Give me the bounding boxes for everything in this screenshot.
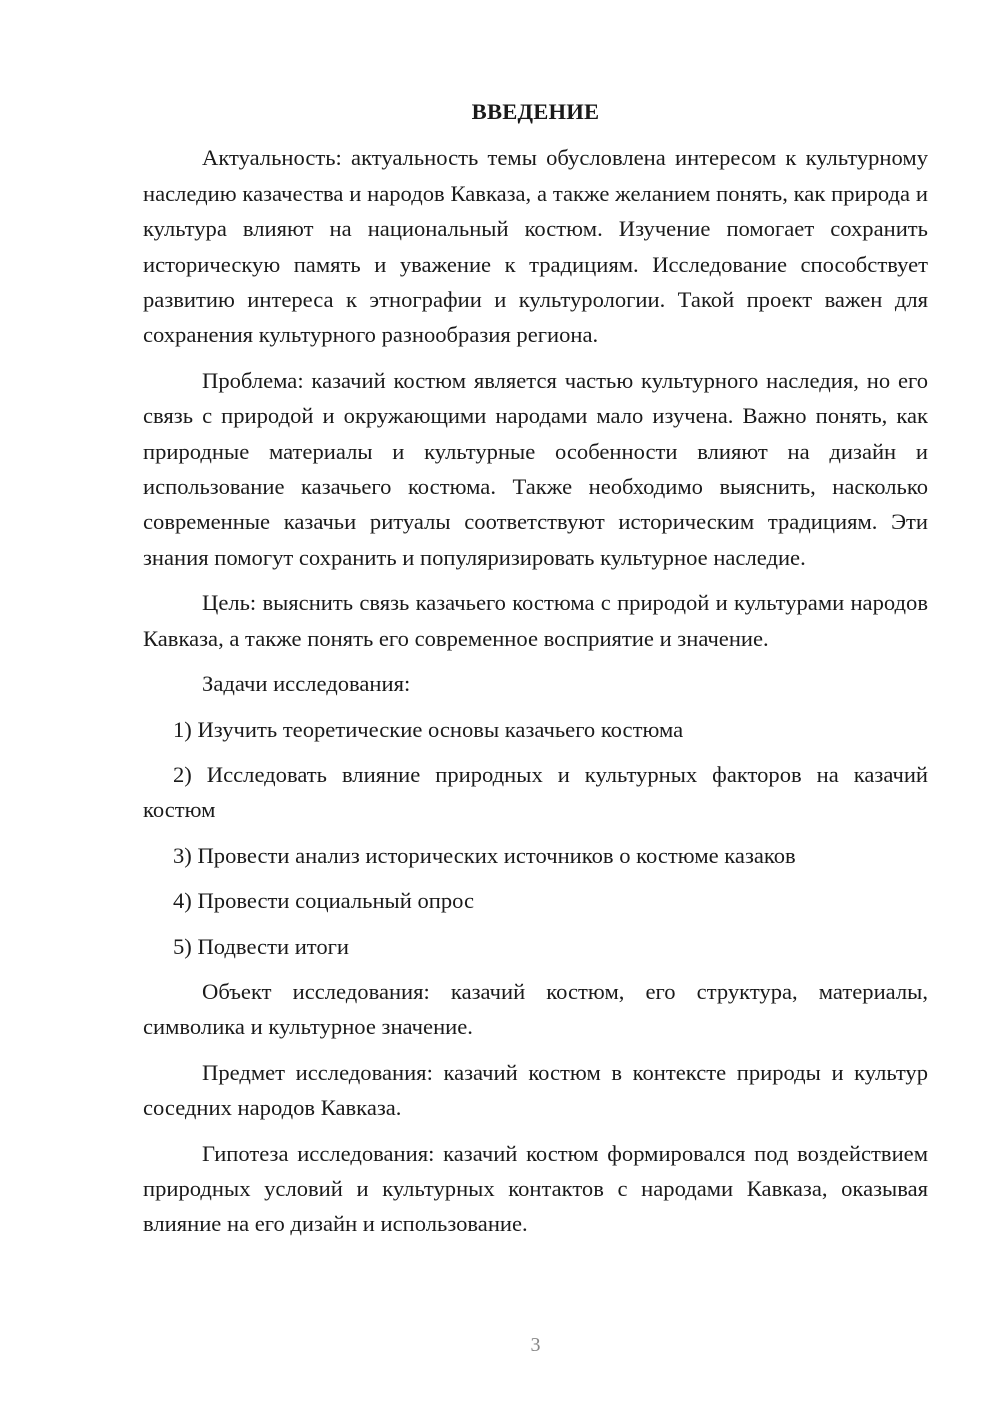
task-item-4: 4) Провести социальный опрос: [173, 888, 475, 914]
task-item-1: 1) Изучить теоретические основы казачьего костюма: [173, 716, 684, 742]
section-title: ВВЕДЕНИЕ: [471, 99, 600, 124]
paragraph-hypothesis: Гипотеза исследования: казачий костюм формировался под воздействием природных условий и культурных контактов с народами Кавказа, оказывая влияние на его дизайн и использование.: [143, 1140, 928, 1237]
tasks-heading: Задачи исследования:: [202, 671, 411, 697]
paragraph-subject: Предмет исследования: казачий костюм в контексте природы и культур соседних народов Кавказа.: [143, 1059, 928, 1121]
page-content: [143, 94, 928, 1252]
paragraph-goal: Цель: выяснить связь казачьего костюма с природой и культурами народов Кавказа, а также понять его современное восприятие и значение.: [143, 590, 928, 651]
page-number: 3: [530, 1334, 541, 1356]
paragraph-problem: Проблема: казачий костюм является частью культурного наследия, но его связь с природой и окружающими народами мало изучена. Важно понять, как природные материалы и культурные особенности влияют на дизайн и использование казачьего костюма. Также необходимо выяснить, насколько современные казачьи ритуалы соответствуют историческим традициям. Эти знания помогут сохранить и популяризировать культурное наследие.: [143, 367, 928, 570]
task-item-3: 3) Провести анализ исторических источников о костюме казаков: [173, 842, 796, 868]
task-item-2: 2) Исследовать влияние природных и культурных факторов на казачий костюм: [143, 761, 928, 823]
paragraph-object: Объект исследования: казачий костюм, его структура, материалы, символика и культурное значение.: [143, 978, 928, 1040]
paragraph-relevance: Актуальность: актуальность темы обусловлена интересом к культурному наследию казачества и народов Кавказа, а также желанием понять, как природа и культура влияют на национальный костюм. Изучение помогает сохранить историческую память и уважение к традициям. Исследование способствует развитию интереса к этнографии и культурологии. Такой проект важен для сохранения культурного разнообразия региона.: [143, 145, 928, 348]
task-item-5: 5) Подвести итоги: [173, 933, 350, 959]
